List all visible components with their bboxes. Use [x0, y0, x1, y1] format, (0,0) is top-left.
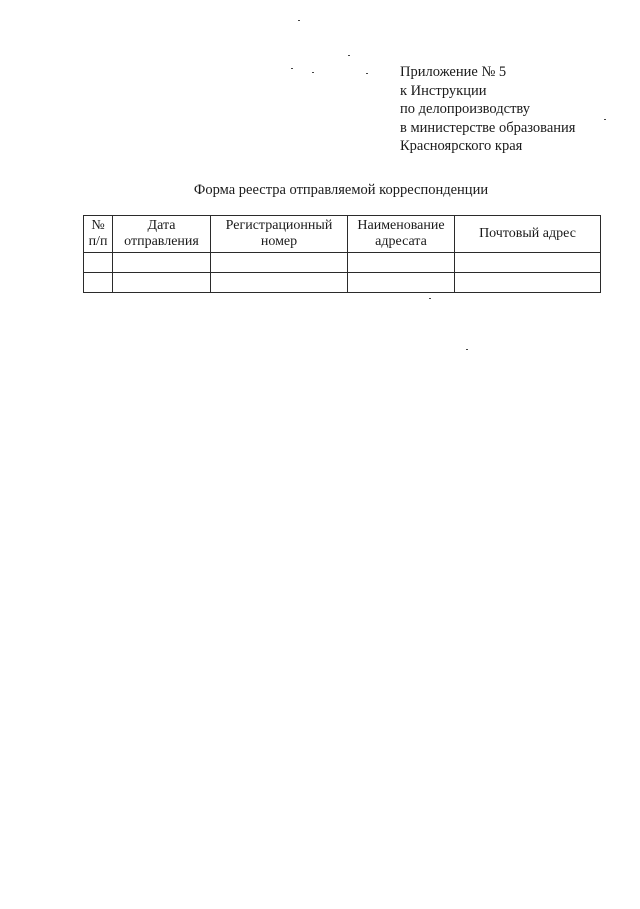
scan-speck — [604, 119, 606, 120]
table-cell — [348, 273, 455, 293]
scan-speck — [291, 68, 293, 69]
table-cell — [455, 253, 601, 273]
header-line: отправления — [124, 234, 199, 249]
appendix-line-instruction: к Инструкции — [400, 82, 487, 99]
scan-speck — [298, 20, 300, 21]
table-row — [84, 273, 601, 293]
table-cell — [348, 253, 455, 273]
header-line: Почтовый адрес — [479, 226, 576, 241]
scan-speck — [466, 349, 468, 350]
scan-speck — [366, 73, 368, 74]
table-cell — [113, 253, 211, 273]
column-header-registration-number — [211, 216, 348, 253]
scan-speck — [348, 55, 350, 56]
header-line: адресата — [375, 234, 427, 249]
appendix-line-ministry: в министерстве образования — [400, 119, 576, 136]
appendix-line-number: Приложение № 5 — [400, 64, 507, 80]
appendix-line-records: по делопроизводству — [400, 101, 531, 117]
form-title: Форма реестра отправляемой корреспонденции — [193, 182, 489, 198]
appendix-header — [400, 63, 575, 156]
header-line: № — [91, 218, 105, 233]
table-cell — [211, 273, 348, 293]
column-header-number — [84, 216, 113, 253]
table-row — [84, 253, 601, 273]
column-header-postal-address — [455, 216, 601, 253]
table-cell — [211, 253, 348, 273]
header-line: номер — [260, 234, 298, 249]
scan-speck — [429, 298, 431, 299]
column-header-addressee — [348, 216, 455, 253]
appendix-line-region: Красноярского края — [400, 138, 523, 154]
table-cell — [113, 273, 211, 293]
header-line: Наименование — [357, 218, 445, 233]
header-line: Регистрационный — [225, 218, 333, 233]
table-cell — [455, 273, 601, 293]
table-cell — [84, 253, 113, 273]
column-header-send-date — [113, 216, 211, 253]
table-cell — [84, 273, 113, 293]
header-line: Дата — [147, 218, 176, 233]
correspondence-registry-table — [83, 215, 601, 293]
header-line: п/п — [88, 234, 108, 249]
table-header-row — [84, 216, 601, 253]
scan-speck — [312, 72, 314, 73]
